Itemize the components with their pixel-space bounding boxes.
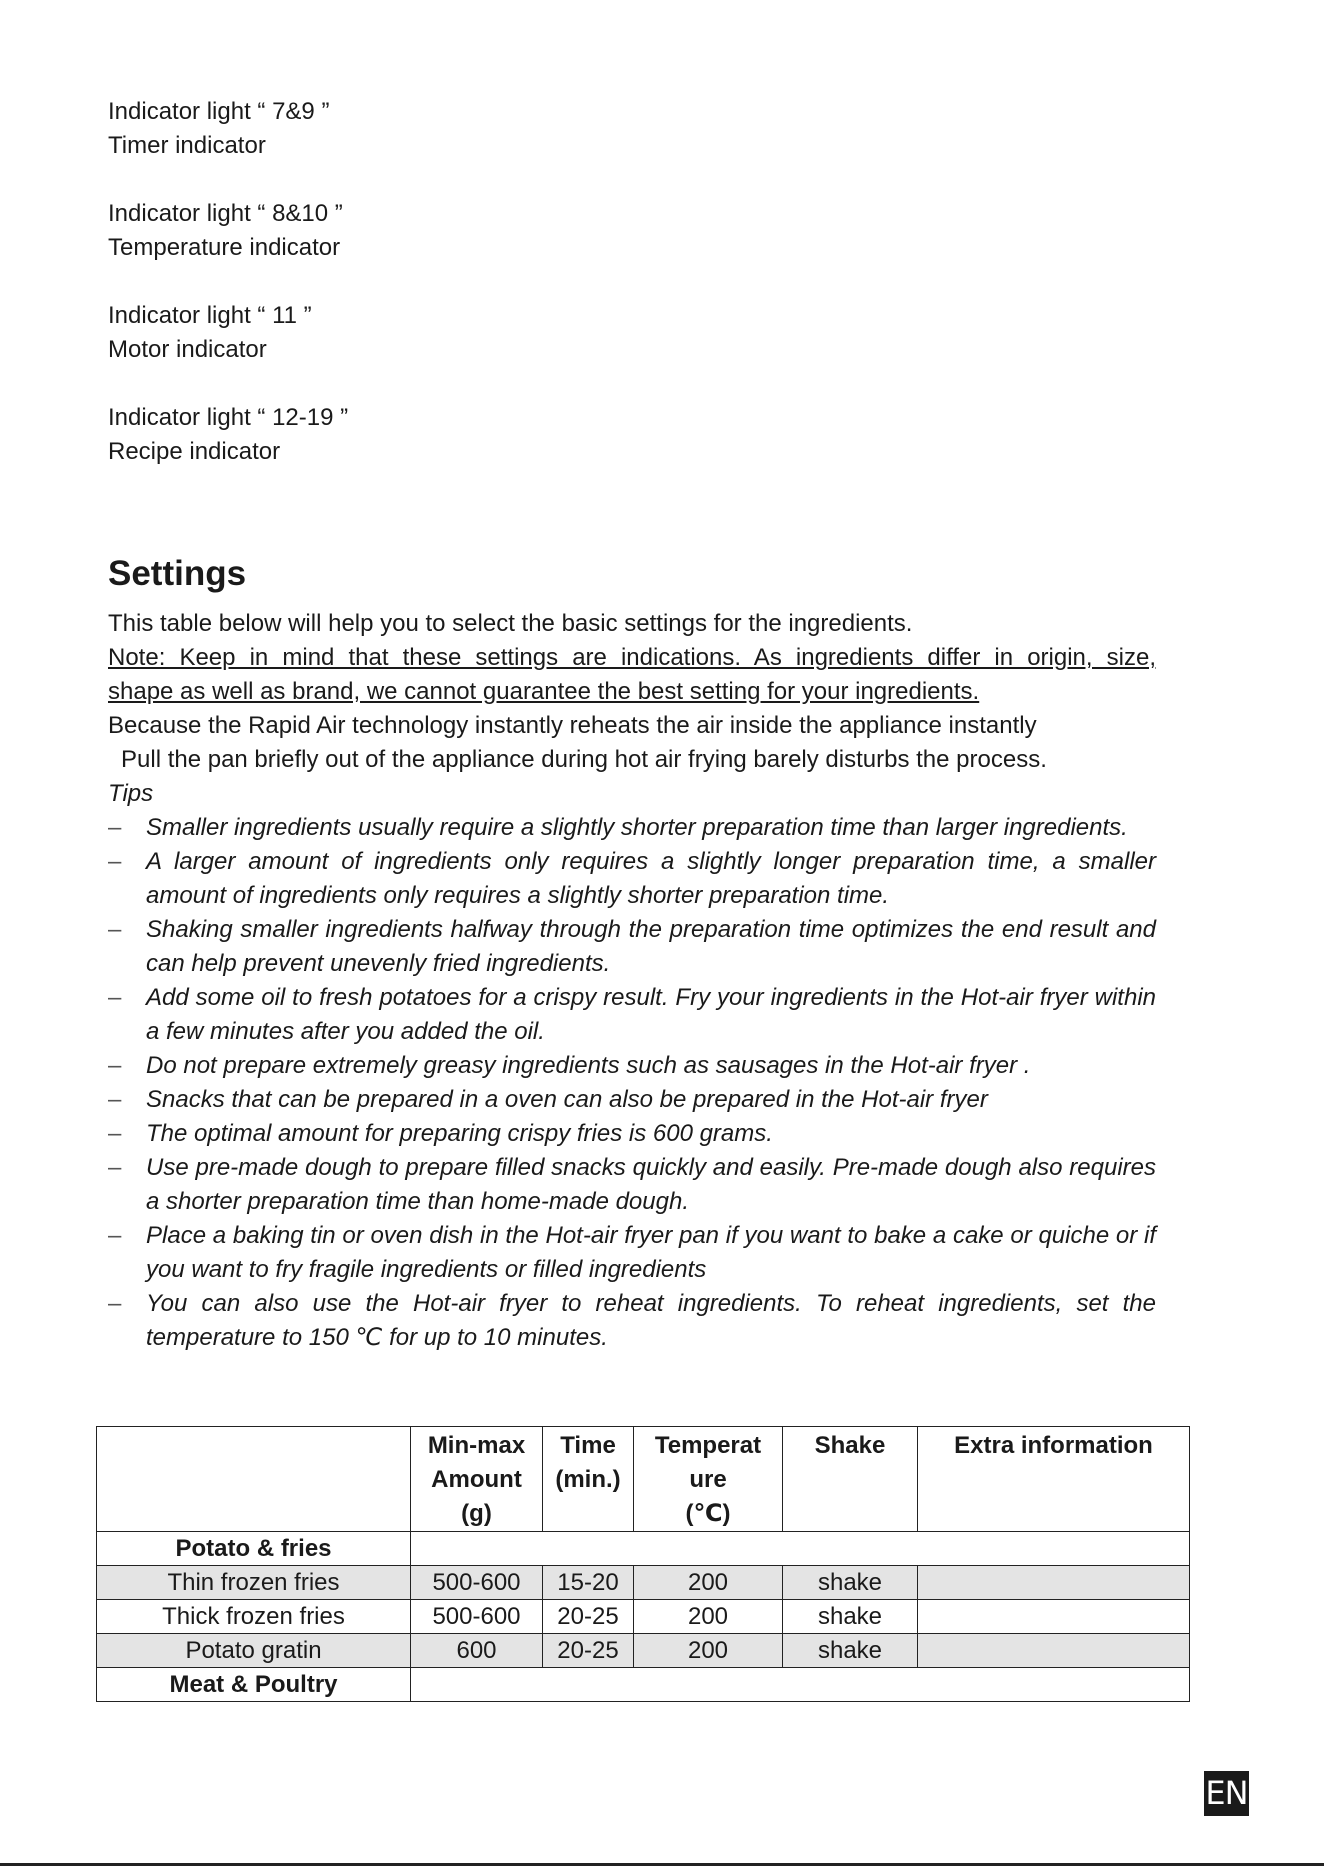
header-temperature	[634, 1427, 783, 1532]
tip-text: Use pre-made dough to prepare filled snacks quickly and easily. Pre-made dough also requires a shorter preparation time than home-made dough.	[146, 1154, 1156, 1215]
tip-text: Add some oil to fresh potatoes for a crispy result. Fry your ingredients in the Hot-air fryer within a few minutes after you added the oil.	[146, 984, 1156, 1045]
dash-bullet: –	[108, 814, 122, 841]
category-row-meat	[97, 1668, 1190, 1702]
temperature-cell: 200	[634, 1600, 783, 1634]
shake-cell: shake	[783, 1600, 918, 1634]
indicator-timer	[108, 95, 329, 163]
language-badge: EN	[1204, 1771, 1249, 1816]
rapid-air-text-line-2: Pull the pan briefly out of the appliance during hot air frying barely disturbs the process.	[121, 746, 1047, 773]
header-line: Time	[560, 1432, 616, 1459]
indicator-description: Temperature indicator	[108, 234, 341, 261]
settings-body	[108, 607, 1156, 1355]
temperature-cell: 200	[634, 1634, 783, 1668]
extra-cell	[918, 1634, 1190, 1668]
tip-text: Smaller ingredients usually require a slightly shorter preparation time than larger ingredients.	[146, 814, 1128, 841]
table-row	[97, 1566, 1190, 1600]
header-food	[97, 1427, 411, 1532]
tip-item	[108, 1083, 1156, 1117]
dash-bullet: –	[108, 848, 122, 875]
dash-bullet: –	[108, 916, 122, 943]
tip-item	[108, 845, 1156, 913]
amount-cell: 500-600	[411, 1566, 543, 1600]
amount-cell: 500-600	[411, 1600, 543, 1634]
header-line: (℃)	[685, 1500, 731, 1527]
note-text-line-2: shape as well as brand, we cannot guarantee the best setting for your ingredients.	[108, 678, 980, 705]
indicator-motor	[108, 299, 312, 367]
indicator-description: Recipe indicator	[108, 438, 281, 465]
tip-text: The optimal amount for preparing crispy fries is 600 grams.	[146, 1120, 773, 1147]
indicator-description: Timer indicator	[108, 132, 266, 159]
header-line: Shake	[814, 1432, 886, 1459]
header-line: Temperat	[654, 1432, 762, 1459]
note-text-line-1: Note: Keep in mind that these settings are indications. As ingredients differ in origin, size,	[108, 644, 1156, 671]
time-cell: 15-20	[543, 1566, 634, 1600]
header-line: Extra information	[954, 1432, 1153, 1459]
header-line: Amount	[431, 1466, 522, 1493]
food-name-cell: Potato gratin	[97, 1634, 411, 1668]
category-label: Meat & Poultry	[97, 1668, 411, 1702]
tip-text: Do not prepare extremely greasy ingredients such as sausages in the Hot-air fryer .	[146, 1052, 1031, 1079]
header-line: (min.)	[555, 1466, 621, 1493]
header-extra-information	[918, 1427, 1190, 1532]
settings-table	[96, 1426, 1190, 1702]
indicator-label: Indicator light “ 12-19 ”	[108, 404, 349, 431]
page-bottom-rule	[0, 1863, 1324, 1866]
tip-text: Snacks that can be prepared in a oven can also be prepared in the Hot-air fryer	[146, 1086, 988, 1113]
food-name-cell: Thick frozen fries	[97, 1600, 411, 1634]
table-header-row	[97, 1427, 1190, 1532]
dash-bullet: –	[108, 1154, 122, 1181]
tip-item	[108, 1287, 1156, 1355]
tip-item	[108, 1219, 1156, 1287]
category-label: Potato & fries	[97, 1532, 411, 1566]
tip-item	[108, 1117, 1156, 1151]
category-spacer	[411, 1532, 1190, 1566]
header-line: (g)	[461, 1500, 492, 1527]
tips-heading: Tips	[108, 780, 154, 807]
temperature-cell: 200	[634, 1566, 783, 1600]
dash-bullet: –	[108, 1086, 122, 1113]
indicator-recipe	[108, 401, 348, 469]
tip-item	[108, 981, 1156, 1049]
food-name-cell: Thin frozen fries	[97, 1566, 411, 1600]
tip-item	[108, 1151, 1156, 1219]
header-amount	[411, 1427, 543, 1532]
tip-item	[108, 811, 1156, 845]
dash-bullet: –	[108, 984, 122, 1011]
rapid-air-text-line-1: Because the Rapid Air technology instantly reheats the air inside the appliance instantly	[108, 712, 1037, 739]
shake-cell: shake	[783, 1634, 918, 1668]
header-time	[543, 1427, 634, 1532]
table-row	[97, 1634, 1190, 1668]
tip-item	[108, 913, 1156, 981]
amount-cell: 600	[411, 1634, 543, 1668]
dash-bullet: –	[108, 1290, 122, 1317]
tip-text: You can also use the Hot-air fryer to reheat ingredients. To reheat ingredients, set the temperature to 150 ℃ for up to 10 minutes.	[146, 1290, 1156, 1351]
header-line: Min-max	[427, 1432, 526, 1459]
tips-list	[108, 811, 1156, 1355]
header-shake	[783, 1427, 918, 1532]
indicator-label: Indicator light “ 8&10 ”	[108, 200, 343, 227]
tip-text: Shaking smaller ingredients halfway through the preparation time optimizes the end result and can help prevent unevenly fried ingredients.	[146, 916, 1156, 977]
intro-text: This table below will help you to select the basic settings for the ingredients.	[108, 610, 913, 637]
extra-cell	[918, 1566, 1190, 1600]
tip-text: A larger amount of ingredients only requires a slightly longer preparation time, a smaller amount of ingredients only requires a slightly shorter preparation time.	[146, 848, 1156, 909]
dash-bullet: –	[108, 1052, 122, 1079]
dash-bullet: –	[108, 1222, 122, 1249]
indicator-description: Motor indicator	[108, 336, 267, 363]
dash-bullet: –	[108, 1120, 122, 1147]
indicator-temperature	[108, 197, 343, 265]
shake-cell: shake	[783, 1566, 918, 1600]
section-title: Settings	[108, 554, 247, 593]
tip-item	[108, 1049, 1156, 1083]
indicator-label: Indicator light “ 11 ”	[108, 302, 312, 329]
table-row	[97, 1600, 1190, 1634]
time-cell: 20-25	[543, 1600, 634, 1634]
indicator-label: Indicator light “ 7&9 ”	[108, 98, 330, 125]
tip-text: Place a baking tin or oven dish in the Hot-air fryer pan if you want to bake a cake or quiche or if you want to fry fragile ingredients or filled ingredients	[146, 1222, 1156, 1283]
category-spacer	[411, 1668, 1190, 1702]
header-line: ure	[689, 1466, 727, 1493]
time-cell: 20-25	[543, 1634, 634, 1668]
extra-cell	[918, 1600, 1190, 1634]
category-row-potato	[97, 1532, 1190, 1566]
